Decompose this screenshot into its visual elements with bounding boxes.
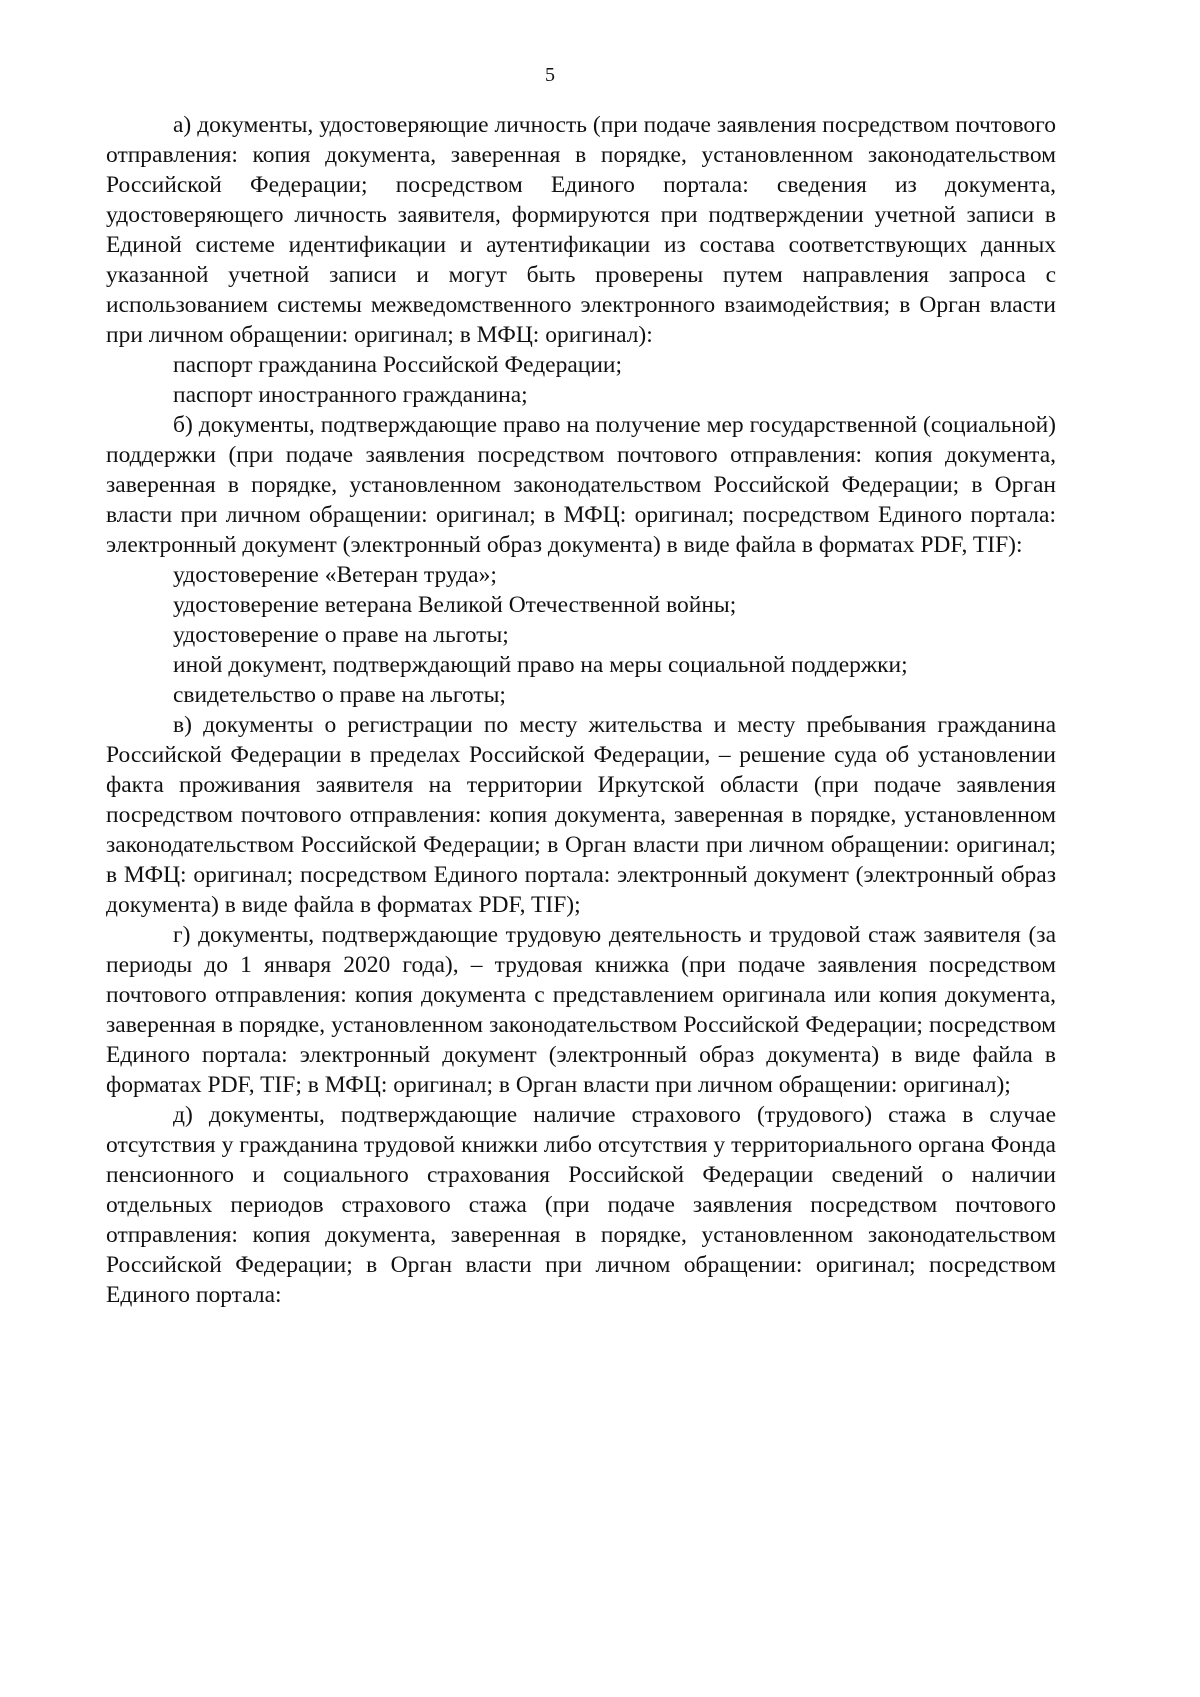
list-item-b1: удостоверение «Ветеран труда»; [173, 562, 497, 588]
list-item-b3: удостоверение о праве на льготы; [173, 622, 509, 648]
list-item-b4: иной документ, подтверждающий право на меры социальной поддержки; [173, 652, 908, 678]
paragraph-b: б) документы, подтверждающие право на получение мер государственной (социальной) поддержки (при подаче заявления посредством почтового отправления: копия документа, заверенная в порядке, установленном законодательством Российской Федерации; в Орган власти при личном обращении: оригинал; в МФЦ: оригинал; посредством Единого портала: электронный документ (электронный образ документа) в виде файла в форматах PDF, TIF): [106, 412, 1056, 558]
paragraph-v: в) документы о регистрации по месту жительства и месту пребывания гражданина Российской Федерации в пределах Российской Федерации, – решение суда об установлении факта проживания заявителя на территории Иркутской области (при подаче заявления посредством почтового отправления: копия документа, заверенная в порядке, установленном законодательством Российской Федерации; в Орган власти при личном обращении: оригинал; в МФЦ: оригинал; посредством Единого портала: электронный документ (электронный образ документа) в виде файла в форматах PDF, TIF); [106, 712, 1056, 918]
list-item-b5: свидетельство о праве на льготы; [173, 682, 506, 708]
document-body [106, 110, 1056, 1310]
paragraph-d: д) документы, подтверждающие наличие страхового (трудового) стажа в случае отсутствия у гражданина трудовой книжки либо отсутствия у территориального органа Фонда пенсионного и социального страхования Российской Федерации сведений о наличии отдельных периодов страхового стажа (при подаче заявления посредством почтового отправления: копия документа, заверенная в порядке, установленном законодательством Российской Федерации; в Орган власти при личном обращении: оригинал; посредством Единого портала: [106, 1102, 1056, 1308]
paragraph-a: а) документы, удостоверяющие личность (при подаче заявления посредством почтового отправления: копия документа, заверенная в порядке, установленном законодательством Российской Федерации; посредством Единого портала: сведения из документа, удостоверяющего личность заявителя, формируются при подтверждении учетной записи в Единой системе идентификации и аутентификации из состава соответствующих данных указанной учетной записи и могут быть проверены путем направления запроса с использованием системы межведомственного электронного взаимодействия; в Орган власти при личном обращении: оригинал; в МФЦ: оригинал): [106, 112, 1056, 348]
page-number: 5 [545, 64, 555, 86]
list-item-a1: паспорт гражданина Российской Федерации; [173, 352, 623, 378]
list-item-b2: удостоверение ветерана Великой Отечественной войны; [173, 592, 737, 618]
list-item-a2: паспорт иностранного гражданина; [173, 382, 528, 408]
paragraph-g: г) документы, подтверждающие трудовую деятельность и трудовой стаж заявителя (за периоды до 1 января 2020 года), – трудовая книжка (при подаче заявления посредством почтового отправления: копия документа с представлением оригинала или копия документа, заверенная в порядке, установленном законодательством Российской Федерации; посредством Единого портала: электронный документ (электронный образ документа) в виде файла в форматах PDF, TIF; в МФЦ: оригинал; в Орган власти при личном обращении: оригинал); [106, 922, 1056, 1098]
